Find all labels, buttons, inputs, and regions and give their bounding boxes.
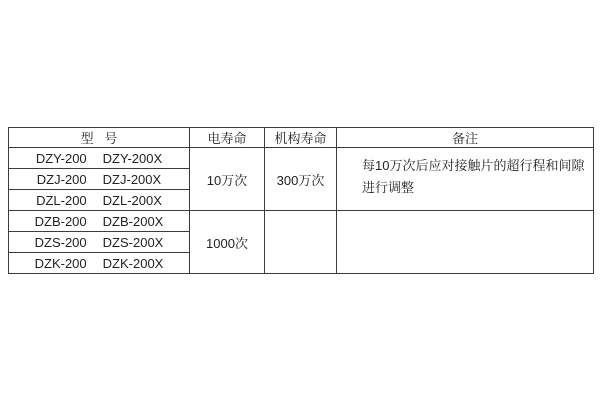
model-name: DZS-200X — [102, 234, 164, 250]
model-name: DZS-200 — [34, 234, 87, 250]
model-name: DZL-200X — [102, 192, 162, 208]
model-cell — [9, 211, 190, 232]
col-header-mechanical-life: 机构寿命 — [265, 128, 337, 148]
model-cell — [9, 169, 190, 190]
remark-line: 每10万次后应对接触片的超行程和间隙 — [362, 158, 585, 173]
model-pair — [9, 193, 189, 208]
model-name: DZK-200 — [34, 255, 87, 271]
remark-line: 进行调整 — [362, 180, 415, 195]
remark-cell — [337, 211, 594, 274]
model-name: DZY-200X — [102, 150, 163, 166]
model-pair — [9, 256, 189, 271]
mechanical-life-cell: 300万次 — [265, 148, 337, 211]
electrical-life-cell: 10万次 — [190, 148, 265, 211]
model-name: DZJ-200 — [36, 171, 87, 187]
model-name: DZB-200 — [34, 213, 87, 229]
model-pair — [9, 235, 189, 250]
mechanical-life-cell — [265, 211, 337, 274]
electrical-life-cell: 1000次 — [190, 211, 265, 274]
model-cell — [9, 148, 190, 169]
remark-cell — [337, 148, 594, 211]
table-row — [9, 148, 594, 169]
model-cell — [9, 190, 190, 211]
col-header-remarks: 备注 — [337, 128, 594, 148]
model-name: DZB-200X — [102, 213, 164, 229]
col-header-model: 型 号 — [9, 128, 190, 148]
spec-table — [8, 127, 594, 274]
model-name: DZK-200X — [102, 255, 164, 271]
table-row — [9, 211, 594, 232]
model-name: DZY-200 — [35, 150, 87, 166]
model-cell — [9, 253, 190, 274]
model-pair — [9, 172, 189, 187]
model-cell — [9, 232, 190, 253]
model-pair — [9, 151, 189, 166]
model-name: DZL-200 — [36, 192, 87, 208]
col-header-electrical-life: 电寿命 — [190, 128, 265, 148]
model-name: DZJ-200X — [102, 171, 162, 187]
model-pair — [9, 214, 189, 229]
table-header-row — [9, 128, 594, 148]
